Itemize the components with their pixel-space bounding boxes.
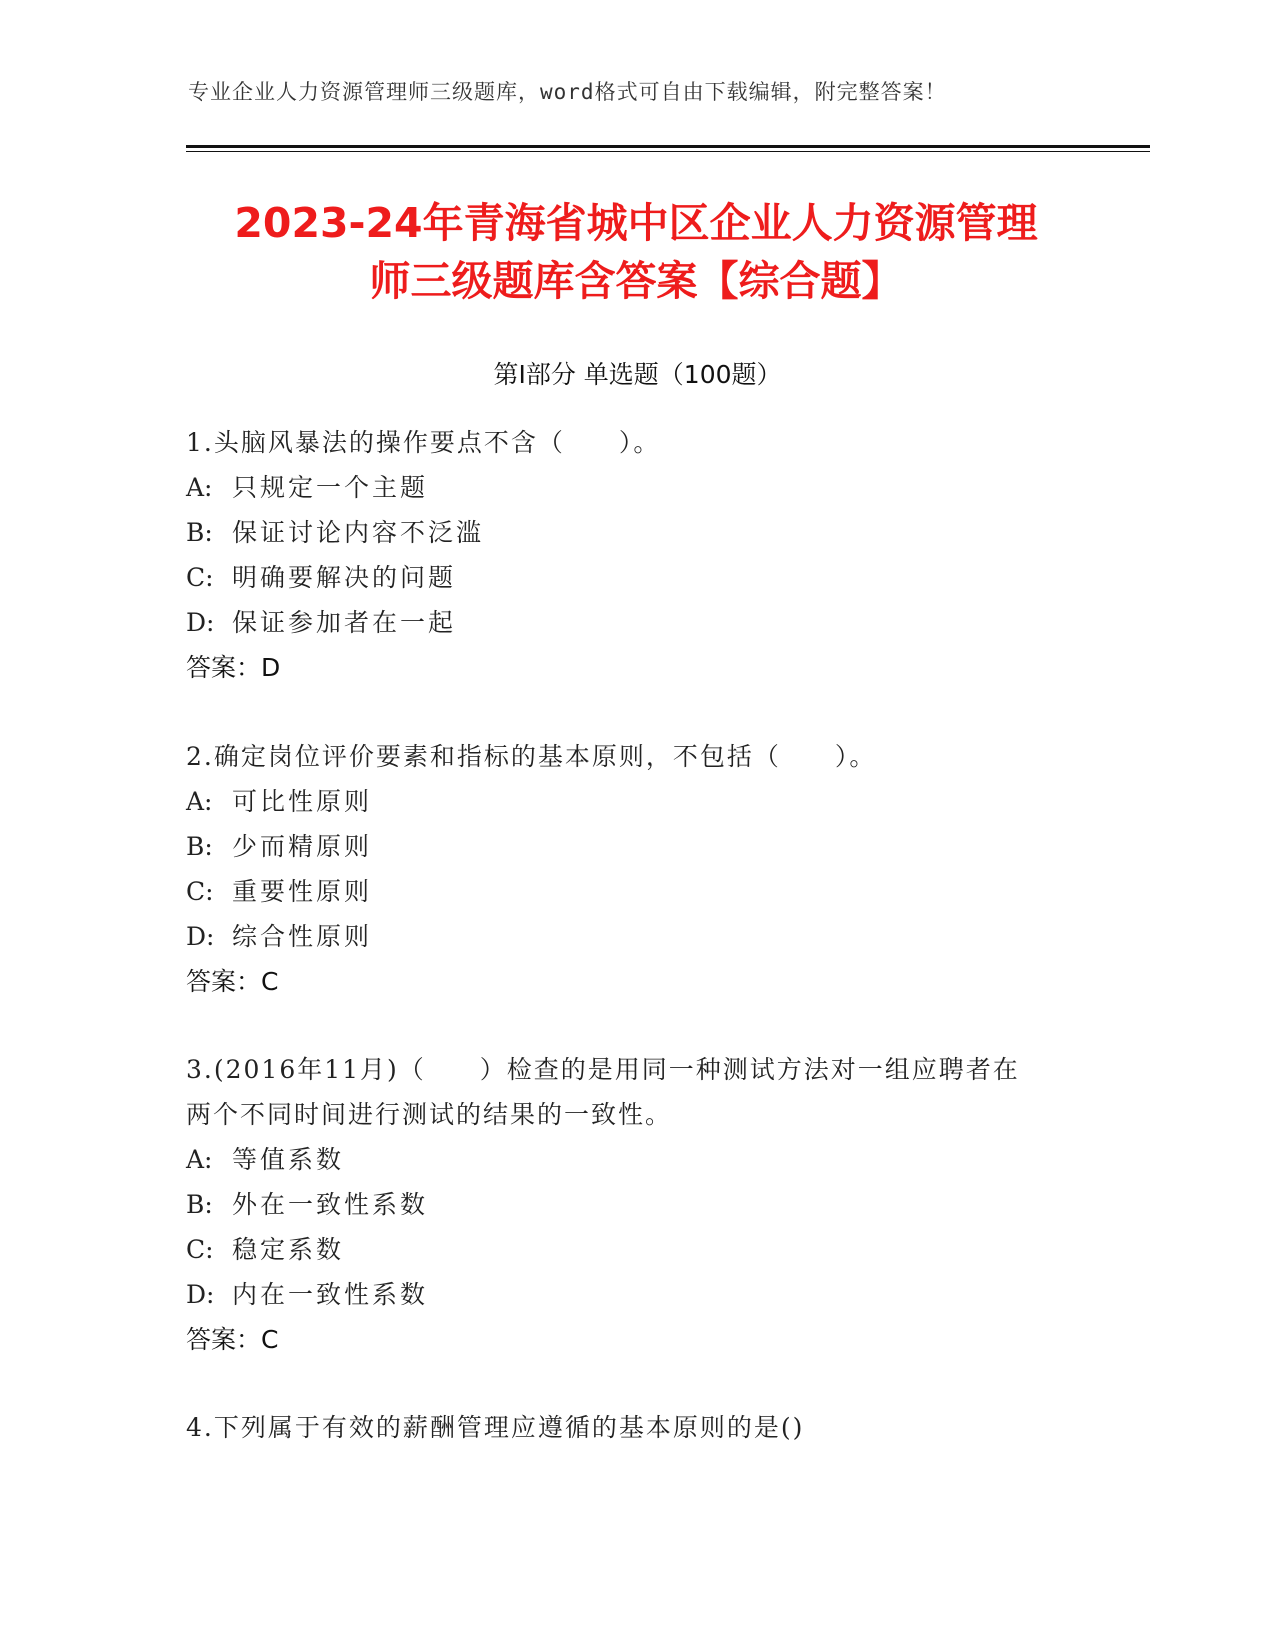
option-text: 重要性原则 (232, 877, 373, 906)
section-heading: 第Ⅰ部分 单选题（100题） (493, 360, 782, 389)
title-line-2: 师三级题库含答案【综合题】 (369, 257, 903, 305)
option-key: D: (186, 922, 215, 951)
option-text: 保证讨论内容不泛滥 (232, 518, 485, 547)
option-key: B: (186, 518, 213, 547)
option-d (186, 1272, 1086, 1317)
option-c (186, 555, 1086, 600)
title-line-1: 2023-24年青海省城中区企业人力资源管理 (234, 199, 1038, 247)
option-text: 只规定一个主题 (232, 473, 429, 502)
question-stem: 1.头脑风暴法的操作要点不含（ ）。 (186, 428, 661, 457)
answer: 答案：C (186, 967, 279, 996)
question-1 (186, 420, 1086, 690)
option-a (186, 779, 1086, 824)
option-text: 外在一致性系数 (232, 1190, 429, 1219)
answer: 答案：D (186, 653, 281, 682)
option-d (186, 600, 1086, 645)
header-rule-thick (186, 145, 1150, 148)
question-stem: 2.确定岗位评价要素和指标的基本原则，不包括（ ）。 (186, 742, 877, 771)
question-2 (186, 734, 1086, 1004)
option-b (186, 824, 1086, 869)
option-key: D: (186, 608, 215, 637)
question-stem: 4.下列属于有效的薪酬管理应遵循的基本原则的是() (186, 1413, 805, 1442)
option-text: 可比性原则 (232, 787, 373, 816)
option-text: 等值系数 (232, 1145, 345, 1174)
option-key: B: (186, 1190, 213, 1219)
header-rule-thin (186, 151, 1150, 152)
option-text: 综合性原则 (232, 922, 373, 951)
header-note: 专业企业人力资源管理师三级题库，word格式可自由下载编辑，附完整答案！ (188, 80, 947, 104)
option-key: C: (186, 877, 214, 906)
option-key: C: (186, 563, 214, 592)
option-key: B: (186, 832, 213, 861)
option-key: A: (186, 473, 213, 502)
document-title (186, 194, 1086, 310)
question-stem-line-1: 3.(2016年11月)（ ）检查的是用同一种测试方法对一组应聘者在 (186, 1055, 1020, 1084)
option-b (186, 510, 1086, 555)
option-c (186, 869, 1086, 914)
option-key: C: (186, 1235, 214, 1264)
option-b (186, 1182, 1086, 1227)
option-text: 少而精原则 (232, 832, 373, 861)
question-3 (186, 1047, 1086, 1362)
question-stem-line-2: 两个不同时间进行测试的结果的一致性。 (186, 1100, 673, 1129)
question-4 (186, 1405, 1086, 1450)
option-c (186, 1227, 1086, 1272)
option-text: 稳定系数 (232, 1235, 345, 1264)
option-key: D: (186, 1280, 215, 1309)
option-text: 保证参加者在一起 (232, 608, 457, 637)
option-d (186, 914, 1086, 959)
answer: 答案：C (186, 1325, 279, 1354)
option-text: 内在一致性系数 (232, 1280, 429, 1309)
option-text: 明确要解决的问题 (232, 563, 457, 592)
option-key: A: (186, 787, 213, 816)
option-key: A: (186, 1145, 213, 1174)
option-a (186, 465, 1086, 510)
option-a (186, 1137, 1086, 1182)
